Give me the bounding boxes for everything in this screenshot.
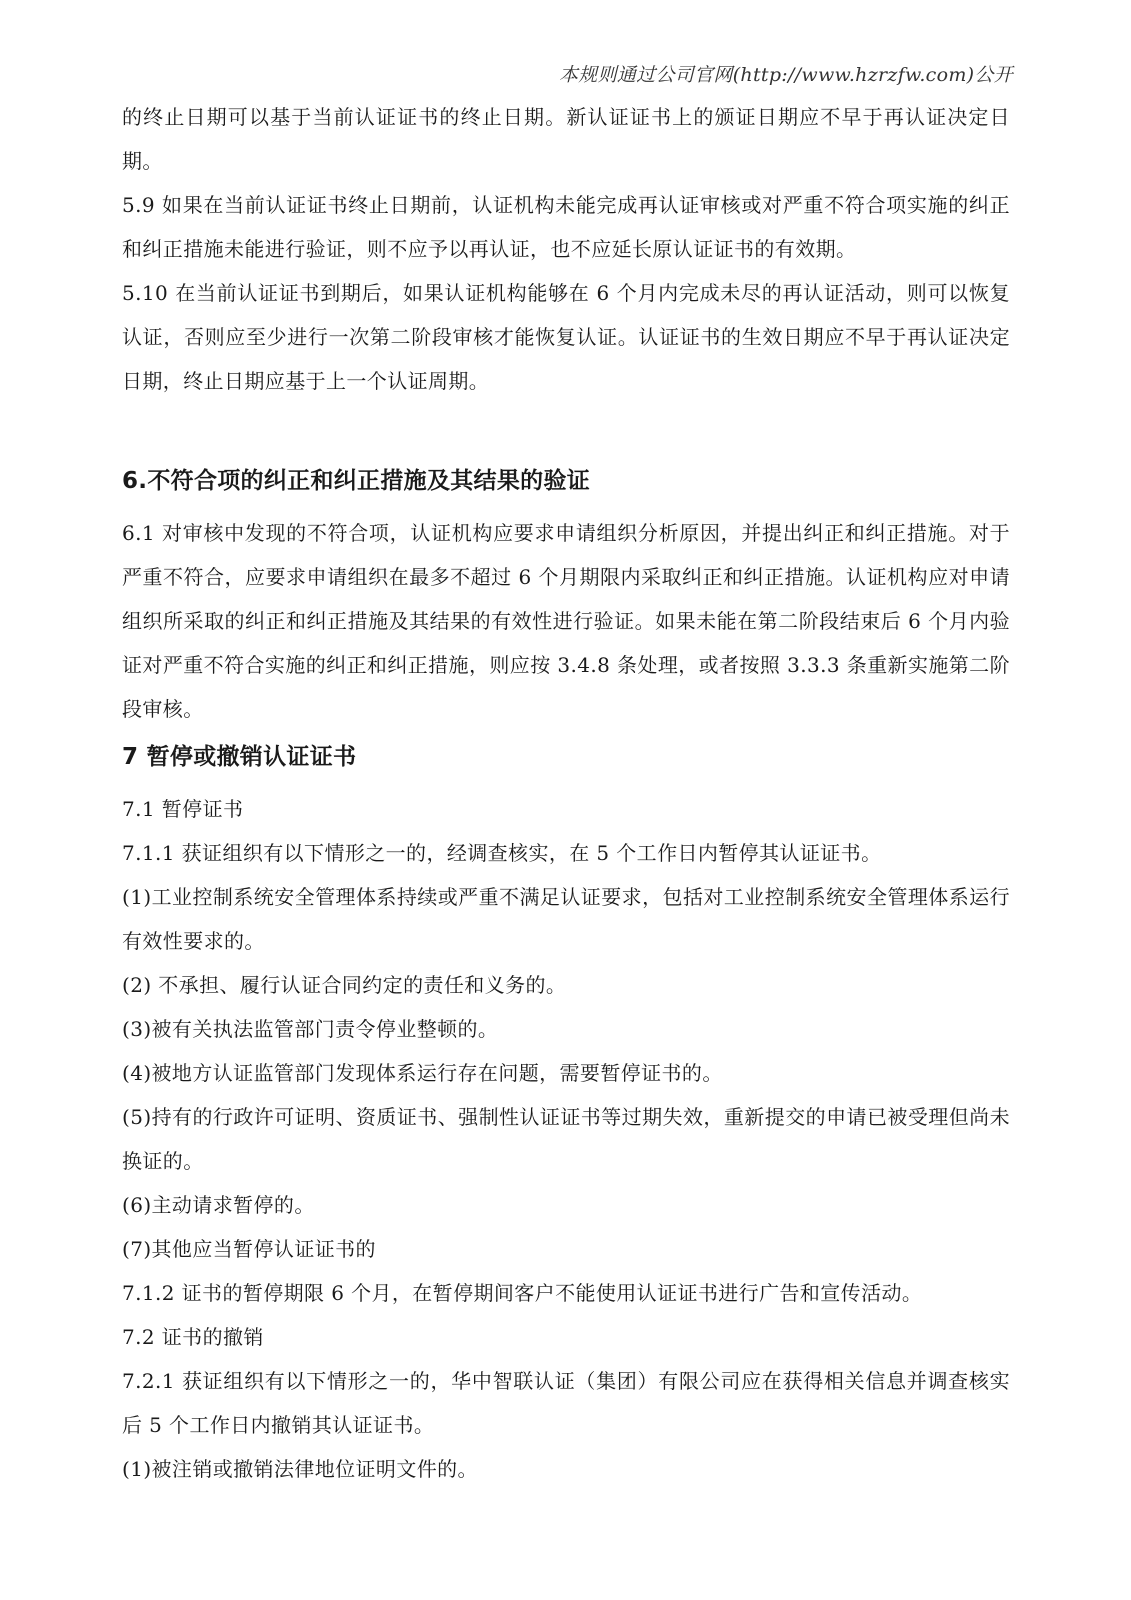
paragraph-7-2-1: 7.2.1 获证组织有以下情形之一的，华中智联认证（集团）有限公司应在获得相关信息并调查核实后 5 个工作日内撤销其认证证书。 bbox=[122, 1369, 1010, 1437]
list-item-7-1-1-4: (4)被地方认证监管部门发现体系运行存在问题，需要暂停证书的。 bbox=[122, 1061, 723, 1085]
paragraph-7-1: 7.1 暂停证书 bbox=[122, 797, 244, 821]
paragraph-5-9: 5.9 如果在当前认证证书终止日期前，认证机构未能完成再认证审核或对严重不符合项实施的纠正和纠正措施未能进行验证，则不应予以再认证，也不应延长原认证证书的有效期。 bbox=[122, 193, 1010, 261]
list-item-7-1-1-2: (2) 不承担、履行认证合同约定的责任和义务的。 bbox=[122, 973, 567, 997]
list-item-7-2-1-1: (1)被注销或撤销法律地位证明文件的。 bbox=[122, 1457, 478, 1481]
paragraph-5-8-continued: 的终止日期可以基于当前认证证书的终止日期。新认证证书上的颁证日期应不早于再认证决定日期。 bbox=[122, 105, 1010, 173]
list-item-7-1-1-1: (1)工业控制系统安全管理体系持续或严重不满足认证要求，包括对工业控制系统安全管理体系运行有效性要求的。 bbox=[122, 885, 1010, 953]
paragraph-6-1: 6.1 对审核中发现的不符合项，认证机构应要求申请组织分析原因，并提出纠正和纠正措施。对于严重不符合，应要求申请组织在最多不超过 6 个月期限内采取纠正和纠正措施。认证机构应对申请组织所采取的纠正和纠正措施及其结果的有效性进行验证。如果未能在第二阶段结束后 6 个月内验证对严重不符合实施的纠正和纠正措施，则应按 3.4.8 条处理，或者按照 3.3.3 条重新实施第二阶段审核。 bbox=[122, 521, 1010, 721]
list-item-7-1-1-6: (6)主动请求暂停的。 bbox=[122, 1193, 315, 1217]
paragraph-7-1-1: 7.1.1 获证组织有以下情形之一的，经调查核实，在 5 个工作日内暂停其认证证书。 bbox=[122, 841, 882, 865]
heading-section-6: 6.不符合项的纠正和纠正措施及其结果的验证 bbox=[122, 468, 591, 494]
paragraph-5-10: 5.10 在当前认证证书到期后，如果认证机构能够在 6 个月内完成未尽的再认证活动，则可以恢复认证，否则应至少进行一次第二阶段审核才能恢复认证。认证证书的生效日期应不早于再认证决定日期，终止日期应基于上一个认证周期。 bbox=[122, 281, 1010, 393]
list-item-7-1-1-5: (5)持有的行政许可证明、资质证书、强制性认证证书等过期失效，重新提交的申请已被受理但尚未换证的。 bbox=[122, 1105, 1010, 1173]
header-note: 本规则通过公司官网(http://www.hzrzfw.com)公开 bbox=[559, 64, 1013, 86]
document-body bbox=[122, 95, 1010, 1491]
heading-section-7: 7 暂停或撤销认证证书 bbox=[122, 744, 357, 770]
paragraph-7-1-2: 7.1.2 证书的暂停期限 6 个月，在暂停期间客户不能使用认证证书进行广告和宣传活动。 bbox=[122, 1281, 923, 1305]
list-item-7-1-1-7: (7)其他应当暂停认证证书的 bbox=[122, 1237, 376, 1261]
paragraph-7-2: 7.2 证书的撤销 bbox=[122, 1325, 264, 1349]
list-item-7-1-1-3: (3)被有关执法监管部门责令停业整顿的。 bbox=[122, 1017, 499, 1041]
